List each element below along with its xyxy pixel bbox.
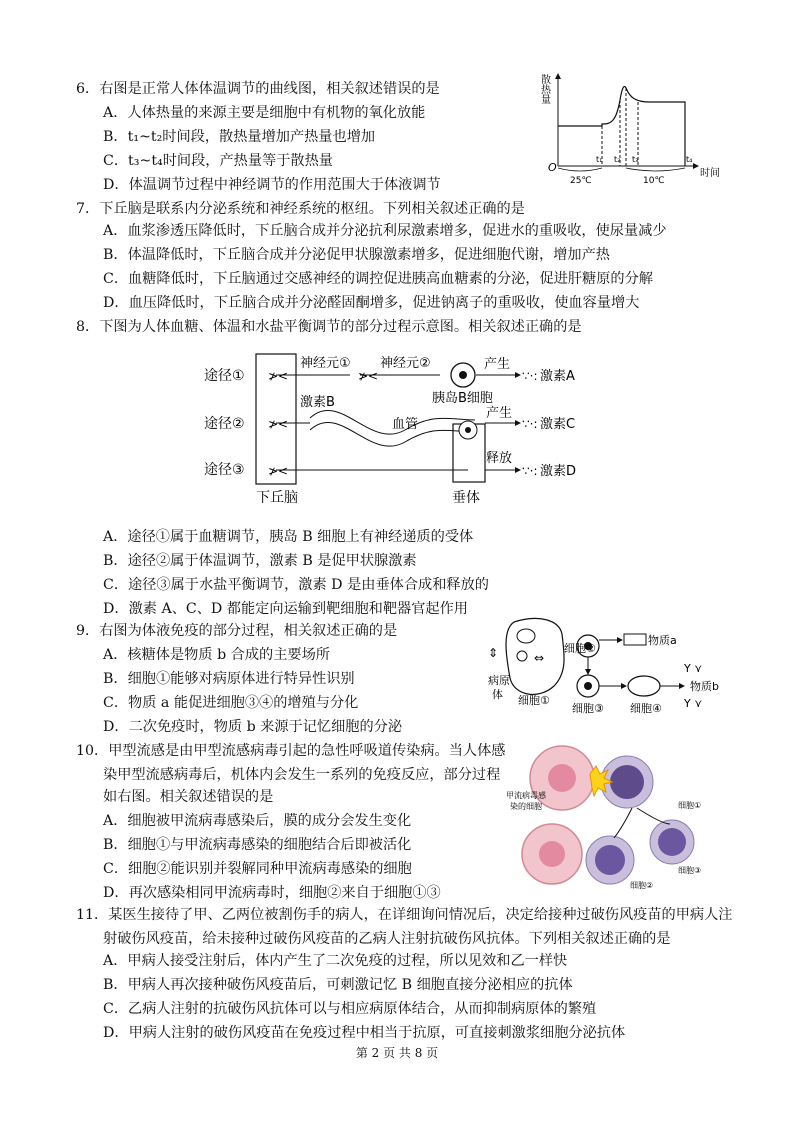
q10-cell2-label: 细胞② [630, 881, 654, 890]
hormone-a-label: 激素A [540, 369, 575, 384]
neuron2-label: 神经元② [380, 356, 431, 371]
produce1-label: 产生 [484, 357, 511, 372]
hormone-d-label: 激素D [540, 464, 577, 479]
q10-option-b: B．细胞①与甲流病毒感染的细胞结合后即被活化 [103, 837, 412, 853]
q9-option-b: B．细胞①能够对病原体进行特异性识别 [103, 671, 355, 687]
produce2-label: 产生 [486, 406, 513, 421]
x-axis-label: 时间 [700, 168, 720, 179]
q11-stem-line1: 11．某医生接待了甲、乙两位被割伤手的病人，在详细询问情况后，决定给接种过破伤风疫苗的甲病人注 [76, 907, 733, 923]
tick-t2: t₂ [614, 155, 621, 164]
svg-text:Y ⋎: Y ⋎ [684, 697, 703, 710]
q9-option-c: C．物质 a 能促进细胞③④的增殖与分化 [103, 695, 359, 711]
q6-option-a: A．人体热量的来源主要是细胞中有机物的氧化放能 [103, 105, 426, 121]
q9-substance-a-label: 物质a [648, 634, 677, 647]
q10-stem-line2: 染甲型流感病毒后，机体内会发生一系列的免疫反应，部分过程 [103, 767, 501, 783]
y-axis-label: 散热量 [538, 74, 550, 104]
hormone-b-label: 激素B [300, 395, 335, 410]
svg-text:≯<: ≯< [268, 464, 289, 478]
path1-label: 途径① [204, 368, 245, 384]
q8-option-a: A．途径①属于血糖调节，胰岛 B 细胞上有神经递质的受体 [103, 529, 474, 545]
q10-option-d: D．再次感染相同甲流病毒时，细胞②来自于细胞①③ [103, 885, 441, 901]
q9-cell1-label: 细胞① [518, 694, 550, 707]
q10-option-a: A．细胞被甲流病毒感染后，膜的成分会发生变化 [103, 813, 412, 829]
path2-label: 途径② [204, 416, 245, 432]
tick-t4: t₄ [686, 155, 693, 164]
svg-text:∵·:: ∵·: [522, 369, 538, 383]
release-label: 释放 [486, 451, 513, 466]
q9-substance-b-label: 物质b [690, 680, 719, 693]
q11-option-b: B．甲病人再次接种破伤风疫苗后，可刺激记忆 B 细胞直接分泌相应的抗体 [103, 977, 573, 993]
pathogen-label-1: 病原 [488, 674, 510, 687]
path3-label: 途径③ [204, 462, 245, 478]
q8-option-c: C．途径③属于水盐平衡调节，激素 D 是由垂体合成和释放的 [103, 577, 489, 593]
tick-t1: t₁ [596, 155, 603, 164]
pituitary-label: 垂体 [452, 490, 480, 506]
tick-t3: t₃ [632, 155, 639, 164]
infected-label-2: 染的细胞 [510, 802, 542, 811]
q10-cell1-label: 细胞① [678, 801, 702, 810]
svg-text:⇔: ⇔ [534, 651, 545, 665]
q6-option-b: B．t₁~t₂时间段，散热量增加产热量也增加 [103, 129, 376, 145]
q9-option-d: D．二次免疫时，物质 b 来源于记忆细胞的分泌 [103, 719, 403, 735]
temp-25-label: 25℃ [570, 176, 592, 185]
q9-stem: 9．右图为体液免疫的部分过程，相关叙述正确的是 [76, 623, 398, 639]
q9-cell4-label: 细胞④ [630, 702, 662, 715]
q7-option-d: D．血压降低时，下丘脑合成并分泌醛固酮增多，促进钠离子的重吸收，使血容量增大 [103, 295, 640, 311]
q11-stem-line2: 射破伤风疫苗，给未接种过破伤风疫苗的乙病人注射抗破伤风抗体。下列相关叙述正确的是 [103, 931, 671, 947]
q6-option-c: C．t₃~t₄时间段，产热量等于散热量 [103, 153, 333, 169]
q6-heat-curve-figure [530, 70, 730, 185]
svg-text:∵·:: ∵·: [522, 417, 538, 431]
q11-option-a: A．甲病人接受注射后，体内产生了二次免疫的过程，所以见效和乙一样快 [103, 953, 568, 969]
q10-option-c: C．细胞②能识别并裂解同种甲流病毒感染的细胞 [103, 861, 412, 877]
svg-text:∵·:: ∵·: [522, 464, 538, 478]
q9-cell2-label: 细胞② [564, 642, 596, 655]
cell4-shape [628, 676, 660, 696]
temp-10-label: 10℃ [643, 176, 665, 185]
q10-cell3-label: 细胞③ [678, 866, 702, 875]
q11-option-d: D．甲病人注射的破伤风疫苗在免疫过程中相当于抗原，可直接刺激浆细胞分泌抗体 [103, 1025, 626, 1041]
q9-cell3-label: 细胞③ [572, 702, 604, 715]
q7-option-c: C．血糖降低时，下丘脑通过交感神经的调控促进胰高血糖素的分泌，促进肝糖原的分解 [103, 271, 653, 287]
q11-option-c: C．乙病人注射的抗破伤风抗体可以与相应病原体结合，从而抑制病原体的繁殖 [103, 1001, 597, 1017]
q7-stem: 7．下丘脑是联系内分泌系统和神经系统的枢纽。下列相关叙述正确的是 [76, 201, 525, 217]
q10-stem-line3: 如右图。相关叙述错误的是 [103, 789, 274, 805]
infected-label-1: 甲流病毒感 [506, 791, 546, 800]
neuron1-label: 神经元① [300, 356, 351, 371]
q8-stem: 8．下图为人体血糖、体温和水盐平衡调节的部分过程示意图。相关叙述正确的是 [76, 319, 582, 335]
svg-text:≯<: ≯< [268, 369, 289, 383]
origin-label: O [548, 161, 557, 174]
page-footer: 第 2 页 共 8 页 [355, 1046, 439, 1060]
svg-text:⇕: ⇕ [488, 646, 499, 660]
svg-text:Y ⋎: Y ⋎ [684, 662, 703, 675]
q6-option-d: D．体温调节过程中神经调节的作用范围大于体液调节 [103, 177, 441, 193]
q8-regulation-diagram [200, 350, 600, 515]
q7-option-b: B．体温降低时，下丘脑合成并分泌促甲状腺激素增多，促进细胞代谢，增加产热 [103, 247, 610, 263]
q9-humoral-immunity-figure [484, 612, 746, 720]
q8-option-b: B．途径②属于体温调节，激素 B 是促甲状腺激素 [103, 553, 417, 569]
heat-curve [558, 87, 685, 167]
q8-option-d: D．激素 A、C、D 都能定向运输到靶细胞和靶器官起作用 [103, 601, 468, 617]
q9-option-a: A．核糖体是物质 b 合成的主要场所 [103, 647, 330, 663]
hypothalamus-label: 下丘脑 [256, 490, 298, 506]
islet-cell-label: 胰岛B细胞 [432, 391, 493, 406]
q6-stem: 6．右图是正常人体体温调节的曲线图，相关叙述错误的是 [76, 81, 440, 97]
q7-option-a: A．血浆渗透压降低时，下丘脑合成并分泌抗利尿激素增多，促进水的重吸收，使尿量减少 [103, 223, 667, 239]
svg-text:≯<: ≯< [268, 417, 289, 431]
hormone-c-label: 激素C [540, 417, 576, 432]
svg-text:≯<: ≯< [358, 369, 379, 383]
q10-stem-line1: 10．甲型流感是由甲型流感病毒引起的急性呼吸道传染病。当人体感 [76, 743, 506, 759]
pathogen-label-2: 体 [492, 688, 503, 701]
vessel-label: 血管 [392, 417, 419, 432]
q10-immune-cells-figure [502, 738, 712, 898]
